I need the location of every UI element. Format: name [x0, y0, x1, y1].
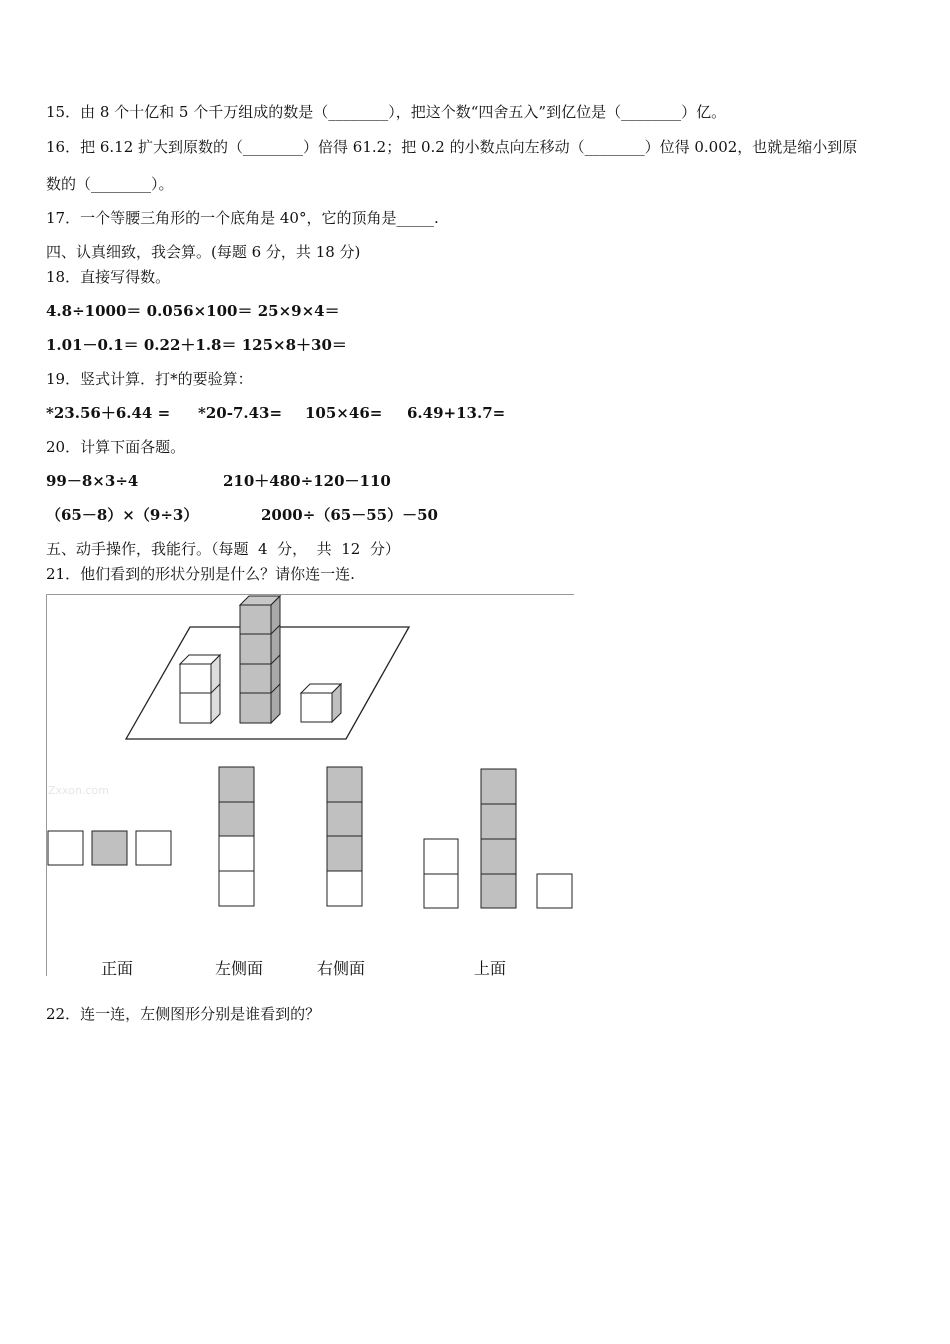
question-20-item: 99－8×3÷4 [46, 472, 139, 490]
right-side-view-shape [327, 767, 362, 906]
question-18-row-2: 1.01－0.1＝ 0.22＋1.8＝ 125×8＋30＝ [46, 336, 347, 354]
left-side-view-shape [219, 767, 254, 906]
top-view-shape [424, 769, 572, 908]
label-front-view: 正面 [101, 959, 134, 978]
label-left-side-view: 左侧面 [215, 959, 264, 978]
section-4-heading: 四、认真细致，我会算。(每题 6 分，共 18 分) [46, 243, 361, 261]
watermark-text: Zxxon.com [48, 784, 109, 797]
question-20: 20．计算下面各题。 [46, 438, 186, 456]
question-15: 15．由 8 个十亿和 5 个千万组成的数是（________），把这个数“四舍五入”到亿位是（________）亿。 [46, 103, 727, 121]
label-top-view: 上面 [474, 959, 507, 978]
question-19-item: *23.56＋6.44 = [46, 404, 171, 422]
question-20-item: 2000÷（65－55）－50 [261, 506, 438, 524]
views-figure-svg [46, 594, 574, 976]
section-5-heading: 五、动手操作，我能行。（每题 4 分， 共 12 分） [46, 540, 400, 558]
question-19: 19．竖式计算．打*的要验算： [46, 370, 253, 388]
question-18: 18．直接写得数。 [46, 268, 171, 286]
question-20-item: 210＋480÷120－110 [223, 472, 391, 490]
question-19-item: *20-7.43= [198, 404, 283, 422]
question-22: 22．连一连，左侧图形分别是谁看到的？ [46, 1005, 321, 1023]
question-21: 21．他们看到的形状分别是什么？请你连一连. [46, 565, 355, 583]
question-17: 17．一个等腰三角形的一个底角是 40°，它的顶角是_____. [46, 209, 439, 227]
question-19-item: 105×46= [305, 404, 383, 422]
question-16-line-2: 数的（________）。 [46, 175, 174, 193]
views-figure [46, 594, 574, 976]
question-18-row-1: 4.8÷1000＝ 0.056×100＝ 25×9×4＝ [46, 302, 340, 320]
label-right-side-view: 右侧面 [317, 959, 366, 978]
single-cube [301, 684, 341, 722]
front-view-shape [48, 831, 171, 865]
left-cube-stack [180, 655, 220, 723]
tall-cube-stack [240, 596, 280, 723]
question-16-line-1: 16．把 6.12 扩大到原数的（________）倍得 61.2；把 0.2 的小数点向左移动（________）位得 0.002，也就是缩小到原 [46, 138, 858, 156]
question-20-item: （65－8）×（9÷3） [46, 506, 199, 524]
question-19-item: 6.49+13.7= [407, 404, 506, 422]
